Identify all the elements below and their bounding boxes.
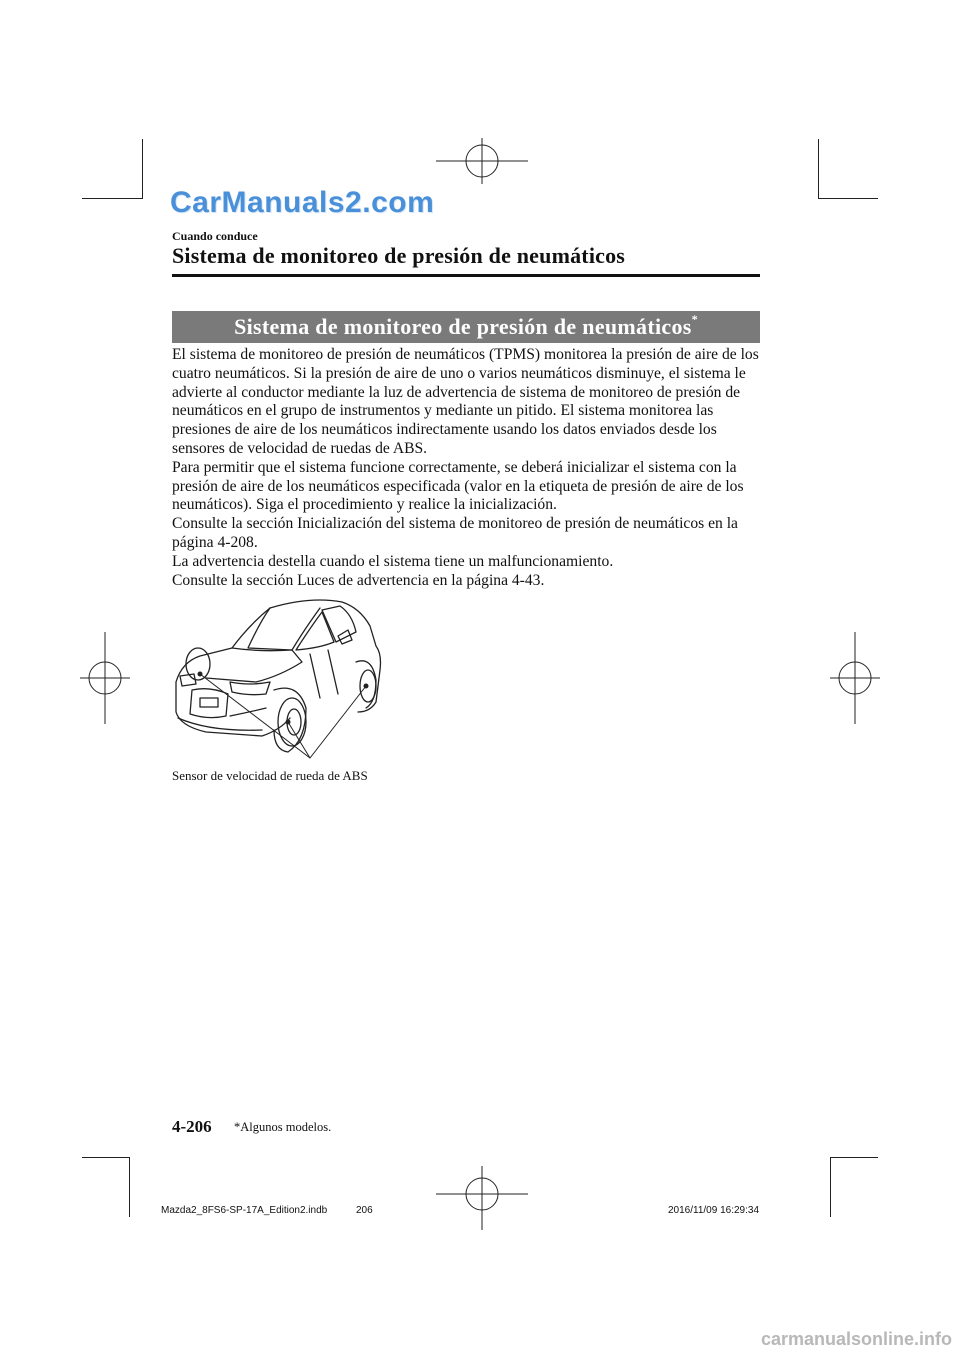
registration-mark-left (80, 632, 130, 724)
site-watermark: carmanualsonline.info (760, 1329, 952, 1349)
paragraph: La advertencia destella cuando el sistema tiene un malfuncionamiento. (172, 552, 614, 570)
registration-mark-top (436, 138, 528, 184)
footnote: *Algunos modelos. (234, 1120, 332, 1134)
body-text (172, 346, 762, 590)
paragraph: Consulte la sección Luces de advertencia en la página 4-43. (172, 571, 545, 589)
registration-mark-right (830, 632, 880, 724)
banner-title: Sistema de monitoreo de presión de neumáticos* (234, 312, 698, 339)
paragraph: Consulte la sección Inicialización del sistema de monitoreo de presión de neumáticos en la página 4-208. (172, 515, 738, 551)
car-illustration (170, 590, 390, 765)
paragraph: El sistema de monitoreo de presión de neumáticos (TPMS) monitorea la presión de aire de los cuatro neumáticos. Si la presión de aire de uno o varios neumáticos disminuye, el sistema le advierte al conductor mediante la luz de advertencia de sistema de monitoreo de presión de neumáticos en el grupo de instrumentos y mediante un pitido. El sistema monitorea las presiones de aire de los neumáticos indirectamente usando los datos enviados desde los sensores de velocidad de ruedas de ABS. (172, 346, 759, 457)
page-number: 4-206 (172, 1117, 212, 1136)
registration-mark-bottom (436, 1166, 528, 1230)
print-page-number: 206 (356, 1205, 373, 1216)
figure-caption: Sensor de velocidad de rueda de ABS (172, 768, 368, 783)
paragraph: Para permitir que el sistema funcione correctamente, se deberá inicializar el sistema con la presión de aire de los neumáticos especificada (valor en la etiqueta de presión de aire de los neumáticos). Siga el procedimiento y realice la inicialización. (172, 458, 744, 514)
watermark-logo: CarManuals2.com (170, 186, 435, 219)
page-title: Sistema de monitoreo de presión de neumáticos (172, 243, 626, 268)
header-rule (172, 274, 760, 277)
section-banner (172, 311, 760, 343)
section-label: Cuando conduce (172, 229, 258, 243)
print-timestamp: 2016/11/09 16:29:34 (668, 1205, 760, 1216)
asterisk-marker: * (691, 312, 698, 326)
print-file-name: Mazda2_8FS6-SP-17A_Edition2.indb (161, 1205, 328, 1216)
